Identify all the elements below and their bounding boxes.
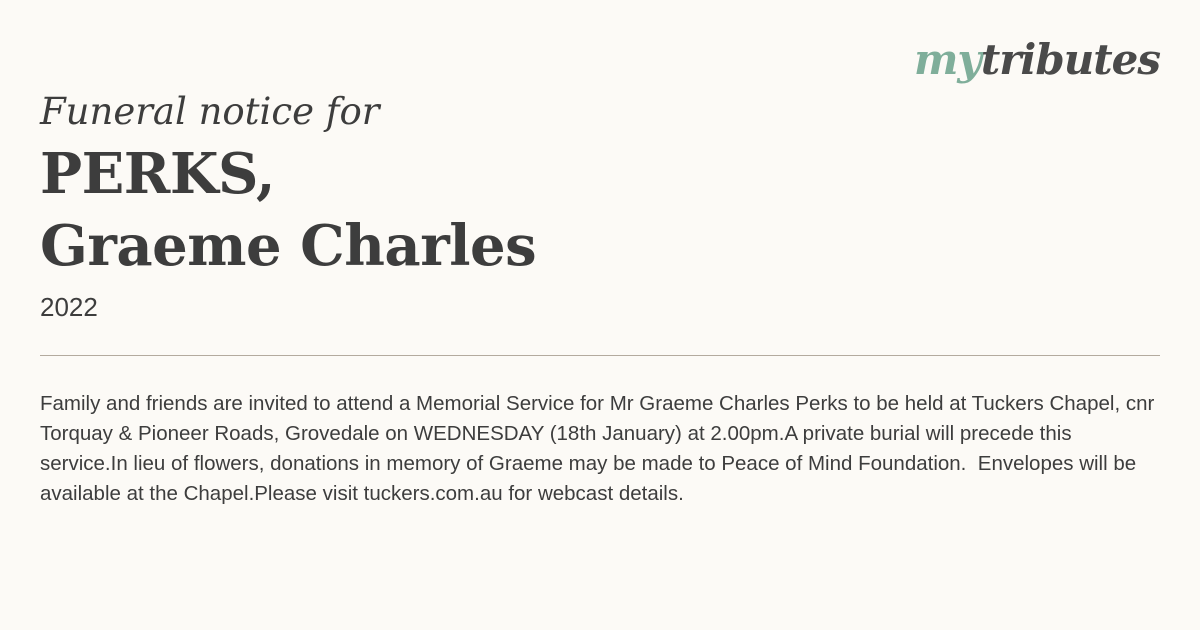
deceased-name [40,138,536,282]
deceased-surname: PERKS, [40,141,275,207]
logo-tributes-text: tributes [980,35,1160,84]
notice-label: Funeral notice for [40,90,380,133]
section-divider [40,355,1160,356]
mytributes-logo [914,30,1160,90]
notice-body: Family and friends are invited to attend a Memorial Service for Mr Graeme Charles Perks to be held at Tuckers Chapel, cnr Torquay & Pioneer Roads, Grovedale on WEDNESDAY (18th January) at 2.00pm.A private burial will precede this service.In lieu of flowers, donations in memory of Graeme may be made to Peace of Mind Foundation. Envelopes will be available at the Chapel.Please visit tuckers.com.au for webcast details. [40,392,1160,505]
notice-year: 2022 [40,292,98,322]
deceased-given-names: Graeme Charles [40,213,537,279]
logo-my-text: my [913,35,981,84]
